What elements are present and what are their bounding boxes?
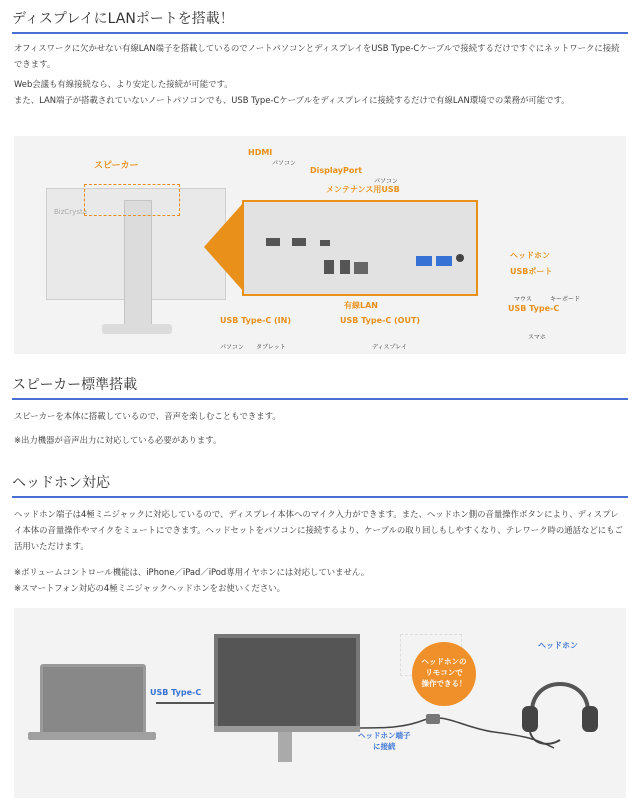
usb-port-label: USBポート [510,267,553,276]
laptop-base [28,732,156,740]
display-label: ディスプレイ [372,344,407,351]
pc-label-bottom: パソコン [220,344,244,351]
speaker-label: スピーカー [94,161,139,171]
headphone-note-2: ※スマートフォン対応の4極ミニジャックヘッドホンをお使いください。 [14,583,285,593]
zoomed-port-panel [242,200,478,296]
monitor-stand-small [278,732,292,762]
headphone-diagram [14,608,626,798]
keyboard-label: キーボード [550,296,581,303]
lan-paragraph-2: Web会議も有線接続なら、より安定した接続が可能です。 [14,79,233,89]
hdmi-pc-label: パソコン [272,160,296,167]
ports-diagram [14,136,626,354]
wired-lan-label: 有線LAN [344,301,378,310]
headphone-icon [520,654,600,746]
lan-paragraph-1: オフィスワークに欠かせない有線LAN端子を搭載しているのでノートパソコンとディスプレイをUSB Type-Cケーブルで接続するだけですぐにネットワークに接続できます。 [14,43,620,69]
section-title-speaker: スピーカー標準搭載 [12,374,628,400]
speaker-highlight [84,184,180,216]
lan-paragraph-3: また、LAN端子が搭載されていないノートパソコンでも、USB Type-Cケーブルをディスプレイに接続するだけで有線LAN環境での業務が可能です。 [14,95,570,105]
usb-typec-cable-label: USB Type-C [150,688,202,697]
headphone-paragraph: ヘッドホン端子は4極ミニジャックに対応しているので、ディスプレイ本体へのマイク入力ができます。また、ヘッドホン側の音量操作ボタンにより、ディスプレイ本体の音量操作やマイクをミュートにできます。ヘッドセットをパソコンに接続するより、ケーブルの取り回しもしやすくなり、テレワーク時の通話などにもご活用いただけます。 [14,509,623,551]
remote-control-bubble: ヘッドホンの リモコンで 操作できる！ [412,642,476,706]
zoom-pointer [204,202,244,292]
speaker-note: ※出力機器が音声出力に対応している必要があります。 [14,435,222,445]
headphone-label: ヘッドホン [538,641,578,650]
display-monitor [214,634,360,730]
displayport-label: DisplayPort [310,166,363,175]
usb-typec-out-label: USB Type-C (OUT) [340,316,421,325]
mouse-label: マウス [514,296,532,303]
headphone-note-1: ※ボリュームコントロール機能は、iPhone／iPad／iPod専用イヤホンには対応していません。 [14,567,370,577]
usb-typec-in-label: USB Type-C (IN) [220,316,291,325]
monitor-stand [124,200,152,332]
usb-cable [156,702,214,704]
section-title-headphone: ヘッドホン対応 [12,472,628,498]
tablet-label: タブレット [256,344,286,351]
headphone-jack-label: ヘッドホン端子 に接続 [358,731,411,751]
section-title-lan: ディスプレイにLANポートを搭載！ [12,8,628,34]
smartphone-label: スマホ [528,334,546,341]
headphone-port-label: ヘッドホン [510,251,550,260]
maintenance-usb-label: メンテナンス用USB [326,185,400,194]
usb-typec-label: USB Type-C [508,304,560,313]
monitor-base [102,324,172,334]
laptop-screen [40,664,146,736]
remote-control-icon [426,714,440,724]
displayport-pc-label: パソコン [374,178,398,185]
speaker-paragraph: スピーカーを本体に搭載しているので、音声を楽しむこともできます。 [14,411,281,421]
brand-logo: BizCrysta [54,208,88,216]
hdmi-label: HDMI [248,148,273,157]
